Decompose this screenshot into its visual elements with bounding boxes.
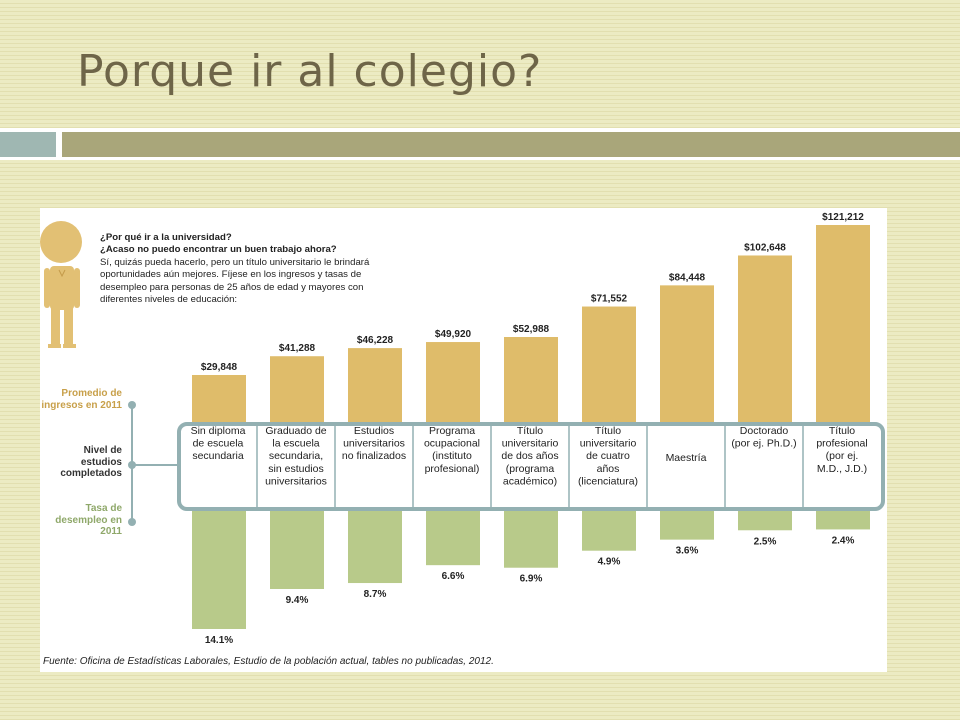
category-label: Título universitario de cuatro años (licenciatura) [577,425,639,488]
title-rule-accent [0,132,56,157]
earnings-value-label: $52,988 [512,324,550,336]
earnings-bar [348,348,402,424]
infographic-figure [40,208,887,672]
category-label: Doctorado (por ej. Ph.D.) [731,425,797,450]
earnings-bar [270,356,324,424]
level-side-label: Nivel de estudios completados [60,445,122,479]
title-rule-bar [62,132,960,157]
earnings-value-label: $49,920 [434,329,472,341]
unemployment-bar [738,509,792,530]
unemployment-value-label: 4.9% [597,556,621,568]
category-label: Graduado de la escuela secundaria, sin estudios universitarios [265,425,327,488]
connector-dot-0 [128,401,136,409]
earnings-value-label: $84,448 [668,272,706,284]
title-rule-bottom [0,157,960,160]
unemployment-bar [426,509,480,565]
earnings-value-label: $41,288 [278,343,316,355]
earnings-value-label: $102,648 [744,242,786,254]
earnings-side-label: Promedio de ingresos en 2011 [41,388,122,411]
earnings-bar [816,225,870,424]
earnings-bar [738,255,792,424]
earnings-value-label: $46,228 [356,335,394,347]
unemployment-value-label: 2.4% [831,535,855,547]
category-label: Programa ocupacional (instituto profesional) [423,425,481,475]
unemployment-value-label: 14.1% [204,635,234,646]
category-label: Título universitario de dos años (programa académico) [501,425,559,488]
category-label: Título profesional (por ej. M.D., J.D.) [816,425,868,475]
earnings-value-label: $121,212 [822,212,864,223]
unemployment-value-label: 6.9% [519,573,543,585]
earnings-bar [582,307,636,424]
intro-body: Sí, quizás pueda hacerlo, pero un título universitario le brindará oportunidades aún mejores. Fíjese en los ingresos y tasas de desempleo para personas de 25 años de edad y mayores con diferentes niveles de educación: [100,256,370,306]
unemployment-value-label: 6.6% [441,571,465,583]
earnings-bar [426,342,480,424]
unemployment-side-label: Tasa de desempleo en 2011 [55,503,122,537]
slide-title: Porque ir al colegio? [77,46,543,97]
unemployment-bar [348,509,402,583]
category-label: Estudios universitarios no finalizados [341,425,407,463]
source-note: Fuente: Oficina de Estadísticas Laborales, Estudio de la población actual, tables no publicadas, 2012. [43,656,494,667]
unemployment-value-label: 2.5% [753,536,777,548]
unemployment-bar [270,509,324,589]
unemployment-value-label: 3.6% [675,545,699,557]
earnings-value-label: $71,552 [590,293,628,305]
connector-dot-2 [128,518,136,526]
unemployment-bar [660,509,714,540]
earnings-bar [660,285,714,424]
unemployment-value-label: 9.4% [285,595,309,606]
earnings-bar [504,337,558,424]
category-label: Maestría [665,452,707,464]
intro-heading-1: ¿Por qué ir a la universidad? [100,232,232,243]
earnings-bar [192,375,246,424]
person-icon [40,214,84,352]
unemployment-bar [504,509,558,568]
category-label: Sin diploma de escuela secundaria [190,425,246,463]
unemployment-bar [816,509,870,529]
intro-heading-2: ¿Acaso no puedo encontrar un buen trabajo ahora? [100,244,337,256]
intro-text [100,232,375,306]
unemployment-bar [192,509,246,629]
earnings-value-label: $29,848 [200,361,238,373]
connector-dot-1 [128,461,136,469]
unemployment-value-label: 8.7% [363,589,387,601]
unemployment-bar [582,509,636,551]
